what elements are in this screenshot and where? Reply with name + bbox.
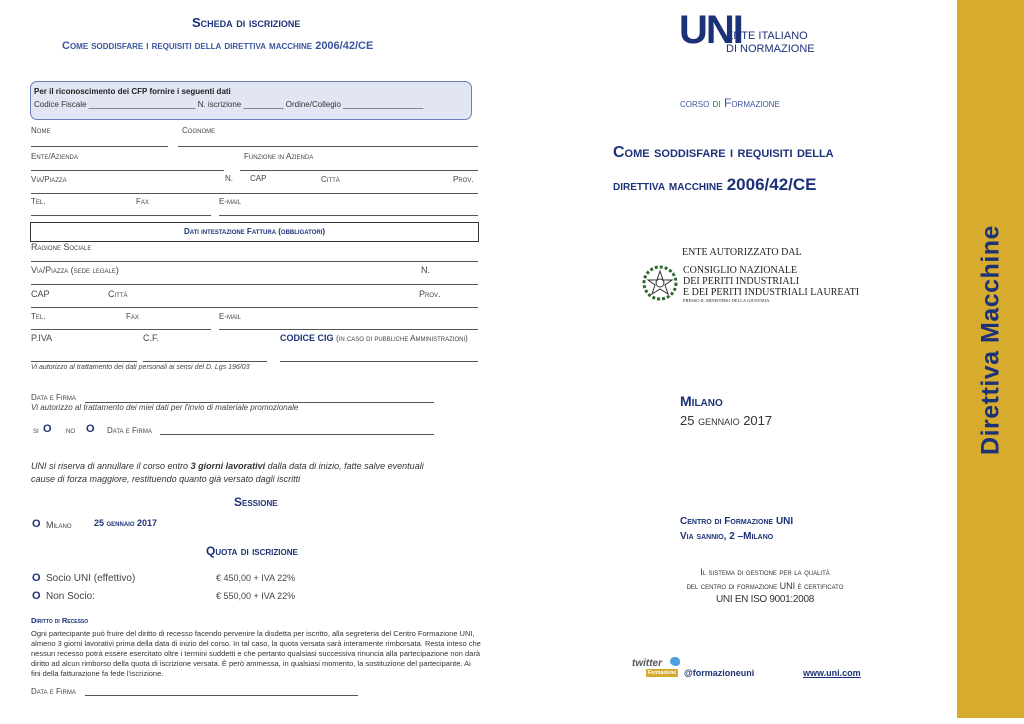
label-ente: Ente/Azienda [31,152,78,161]
socio-option[interactable]: O [32,572,41,584]
label-cig: CODICE CIG [280,333,334,343]
label-fattura-cap: CAP [31,289,50,299]
ragione-field[interactable] [31,261,478,262]
label-funzione: Funzione in Azienda [244,152,314,161]
label-cig-note: (in caso di pubbliche Amministrazioni) [336,334,468,343]
iso-line2: del centro di formazione UNI è certificato [686,581,844,591]
cfp-heading: Per il riconoscimento dei CFP fornire i seguenti dati [34,87,231,96]
cfp-fields-line[interactable]: Codice Fiscale ________________________ N. iscrizione _________ Ordine/Collegio __________________ [34,100,424,109]
nonsocio-price: € 550,00 + IVA 22% [216,591,296,601]
firma-field-2[interactable] [160,434,434,435]
right-city: Milano [680,393,723,409]
nome-field[interactable] [31,146,168,147]
recesso-text: Ogni partecipante può fruire del diritto di recesso facendo pervenire la disdetta per iscritto, alla segreteria del Centro Formazione UNI, almeno 3 giorni lavorativi prima della data di inizio del corso. In tal caso, la quota versata sarà interamente rimborsata. Resta inteso che nessun recesso potrà essere esercitato oltre i termini suddetti e che pertanto qualsiasi successiva rinuncia alla partecipazione non darà diritto ad alcun rimborso della quota di iscrizione versata. È però ammessa, in qualsiasi momento, la sostituzione del partecipante. Ai fini della fatturazione fa fede l'iscrizione. [31,629,481,678]
fattura-tel-field[interactable] [31,329,211,330]
right-date: 25 gennaio 2017 [680,413,773,428]
note-post: dalla data di inizio, fatte salve eventuali [265,461,424,471]
label-cf: C.F. [143,333,160,343]
recesso-heading: Diritto di Recesso [31,616,89,625]
label-fattura-fax: Fax [126,312,139,321]
annullamento-note [31,460,451,486]
twitter-bird-icon [670,657,680,666]
uni-logo [679,8,839,60]
tel-fax-field[interactable] [31,215,211,216]
si-option[interactable]: O [43,423,52,435]
label-fax: Fax [136,197,149,206]
funzione-field[interactable] [240,170,478,171]
label-prov: Prov. [453,175,474,184]
course-title-line2 [613,175,817,195]
label-nome: Nome [31,126,51,135]
website-link[interactable]: www.uni.com [803,668,861,678]
ente-field[interactable] [31,170,224,171]
cnpi-line1: CONSIGLIO NAZIONALE [683,265,798,276]
firma-field-3[interactable] [85,695,358,696]
sessione-city: Milano [46,520,72,530]
ente-autorizzato: ENTE AUTORIZZATO DAL [682,247,802,258]
centro-name: Centro di Formazione UNI [680,516,794,527]
label-cognome: Cognome [182,126,216,135]
iso-text [640,565,890,607]
label-n: N. [225,174,233,183]
label-tel: Tel. [31,197,46,206]
no-label: no [66,426,75,435]
socio-price: € 450,00 + IVA 22% [216,573,296,583]
label-fattura-prov: Prov. [419,289,441,299]
fattura-box [30,222,479,242]
twitter-logo[interactable] [632,658,692,682]
iso-line3: UNI EN ISO 9001:2008 [716,594,814,605]
fattura-email-field[interactable] [219,329,478,330]
cnpi-line4: PRESSO IL MINISTERO DELLA GIUSTIZIA [683,298,770,303]
label-fattura-email: E-mail [219,312,242,321]
form-subtitle: Come soddisfare i requisiti della direttiva macchine 2006/42/CE [62,40,374,52]
via-field[interactable] [31,193,478,194]
centro-address: Via sannio, 2 –Milano [680,531,774,542]
uni-logo-letters: UNI [679,8,742,52]
twitter-wordmark: twitter [632,658,662,669]
form-title: Scheda di iscrizione [192,15,301,30]
cnpi-line2: DEI PERITI INDUSTRIALI [683,276,800,287]
sidebar-label-wrap [957,0,1024,718]
fattura-heading: Dati intestazione Fattura (obbligatori) [183,227,326,236]
label-ragione: Ragione Sociale [31,242,92,252]
firma-label-2: Data e Firma [107,426,152,435]
formazione-tag: Formazione [648,670,677,676]
twitter-handle[interactable]: @formazioneuni [684,668,755,678]
nonsocio-label: Non Socio: [46,591,95,602]
cnpi-line3: E DEI PERITI INDUSTRIALI LAUREATI [683,287,860,298]
label-cap: CAP [250,174,267,183]
cnpi-text [683,265,859,304]
uni-logo-line2: DI NORMAZIONE [726,43,815,55]
piva-field[interactable] [31,361,137,362]
note-pre: UNI si riserva di annullare il corso entro [31,461,191,471]
cognome-field[interactable] [178,146,478,147]
quota-heading: Quota di iscrizione [206,544,298,558]
label-email: E-mail [219,197,242,206]
course-title-line1: Come soddisfare i requisiti della [613,144,834,161]
sessione-heading: Sessione [234,495,278,509]
iso-line1: Il sistema di gestione per la qualità [700,567,830,577]
label-fattura-via: Via/Piazza (sede legale) [31,265,119,275]
label-fattura-n: N. [421,265,430,275]
course-title-directive: direttiva macchine [613,177,727,193]
sidebar-label: Direttiva Macchine [976,225,1004,455]
privacy-text-1: Vi autorizzo al trattamento dei dati personali ai sensi del D. Lgs 196/03 [31,364,250,371]
cig-field[interactable] [280,361,478,362]
uni-logo-line1: ENTE ITALIANO [726,30,808,42]
note-bold: 3 giorni lavorativi [190,461,266,471]
cnpi-emblem-icon [641,263,679,303]
privacy-text-2: Vi autorizzo al trattamento dei miei dati per l'invio di materiale promozionale [31,403,299,412]
note-line2: cause di forza maggiore, restituendo quanto già versato dagli iscritti [31,474,301,484]
course-title-number: 2006/42/CE [726,175,817,194]
firma-label-1: Data e Firma [31,393,76,402]
cfp-box [30,81,472,120]
sessione-date: 25 gennaio 2017 [94,518,158,528]
si-label: si [33,426,39,435]
sessione-option[interactable]: O [32,518,41,530]
cf-field[interactable] [143,361,267,362]
no-option[interactable]: O [86,423,95,435]
corso-label: corso di Formazione [680,96,780,110]
fattura-cap-field[interactable] [31,307,478,308]
email-field[interactable] [219,215,478,216]
fattura-via-field[interactable] [31,284,478,285]
label-fattura-tel: Tel. [31,312,46,321]
firma-label-3: Data e Firma [31,687,76,696]
label-fattura-citta: Città [108,289,128,299]
label-piva: P.IVA [31,333,53,343]
label-citta: Città [321,175,340,184]
nonsocio-option[interactable]: O [32,590,41,602]
socio-label: Socio UNI (effettivo) [46,573,136,584]
label-via: Via/Piazza [31,175,67,184]
